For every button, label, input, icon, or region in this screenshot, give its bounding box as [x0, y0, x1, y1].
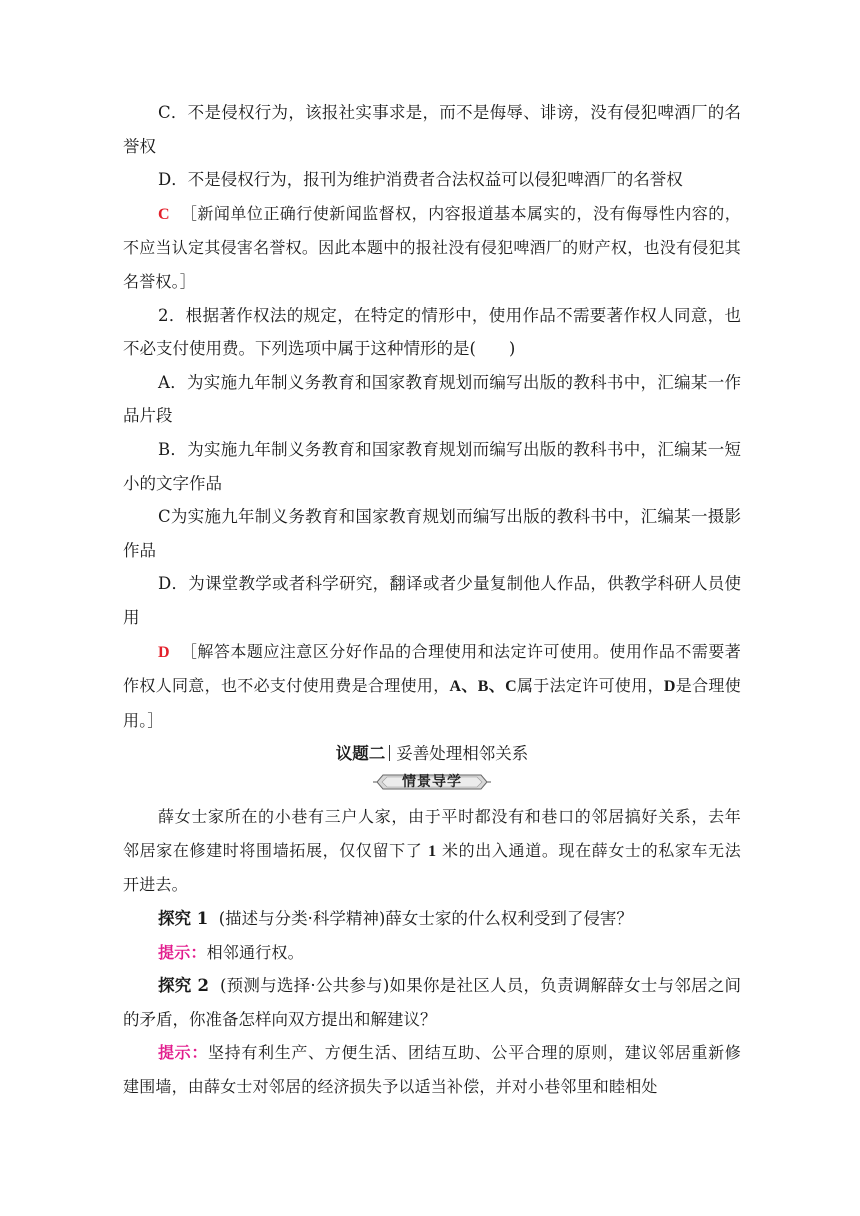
q2-option-c: C为实施九年制义务教育和国家教育规划而编写出版的教科书中，汇编某一摄影作品: [123, 507, 741, 560]
q2-option-a: A．为实施九年制义务教育和国家教育规划而编写出版的教科书中，汇编某一作品片段: [123, 372, 741, 426]
topic-divider: [389, 745, 390, 761]
explore-2-hint-text: 坚持有利生产、方便生活、团结互助、公平合理的原则，建议邻居重新修建围墙，由薛女士对邻居的经济损失予以适当补偿，并对小巷邻里和睦相处: [123, 1043, 741, 1097]
explore-2-label: 探究 2: [158, 976, 209, 996]
q2-stem: 2．根据著作权法的规定，在特定的情形中，使用作品不需要著作权人同意，也不必支付使用费。下列选项中属于这种情形的是( ): [123, 305, 741, 359]
scenario-number: 1: [428, 842, 437, 860]
scenario-banner: [123, 770, 741, 800]
explore-1-hint: [123, 936, 741, 970]
q1-explanation: ［新闻单位正确行使新闻监督权，内容报道基本属实的，没有侮辱性内容的，不应当认定其侵害名誉权。因此本题中的报社没有侵犯啤酒厂的财产权，也没有侵犯其名誉权。］: [123, 203, 741, 291]
explore-2-question: (预测与选择·公共参与)如果你是社区人员，负责调解薛女士与邻居之间的矛盾，你准备怎样向双方提出和解建议？: [123, 976, 741, 1029]
banner-label: 情景导学: [402, 774, 462, 791]
explore-2-hint-label: 提示：: [158, 1043, 209, 1063]
explore-1-label: 探究 1: [158, 909, 209, 929]
banner-graphic: [373, 772, 491, 792]
explore-1-hint-label: 提示：: [158, 942, 207, 962]
q2-explanation-pre: ［解答本题应注意区分好作品的合理使用和法定许可使用。使用作品不需要著作权人同意，也不必支付使用费是合理使用，: [123, 641, 741, 696]
q2-explanation-mid: 属于法定许可使用，: [516, 676, 664, 696]
scenario-text-post: 米的出入通道。现在薛女士的私家车无法开进去。: [123, 840, 741, 895]
q2-explanation-d: D: [663, 678, 676, 696]
scenario-text: [123, 800, 741, 902]
topic-heading: [123, 737, 741, 770]
document-page: [123, 96, 741, 1104]
q1-answer-letter: C: [158, 205, 170, 223]
q2-option-d: D．为课堂教学或者科学研究，翻译或者少量复制他人作品，供教学科研人员使用: [123, 574, 741, 627]
explore-2-hint: [123, 1036, 741, 1103]
q2-explanation-post: 是合理使用。］: [123, 676, 741, 730]
q2-answer-explanation: [123, 635, 741, 738]
explore-1-hint-text: 相邻通行权。: [206, 942, 304, 962]
q2-option-b: B．为实施九年制义务教育和国家教育规划而编写出版的教科书中，汇编某一短小的文字作品: [123, 439, 741, 493]
scenario-text-pre: 薛女士家所在的小巷有三户人家，由于平时都没有和巷口的邻居搞好关系，去年邻居家在修建时将围墙拓展，仅仅留下了: [123, 807, 741, 860]
q1-option-d: D．不是侵权行为，报刊为维护消费者合法权益可以侵犯啤酒厂的名誉权: [158, 170, 683, 190]
topic-label: 议题二: [335, 744, 386, 764]
topic-title: 妥善处理相邻关系: [396, 744, 529, 764]
q2-answer-letter: D: [158, 643, 170, 661]
explore-1: [123, 902, 741, 936]
q1-answer-explanation: [123, 197, 741, 299]
q1-option-c: C．不是侵权行为，该报社实事求是，而不是侮辱、诽谤，没有侵犯啤酒厂的名誉权: [123, 103, 741, 156]
q2-explanation-abc: A、B、C: [449, 678, 517, 696]
explore-2: [123, 969, 741, 1036]
explore-1-question: (描述与分类·科学精神)薛女士家的什么权利受到了侵害？: [218, 909, 633, 929]
